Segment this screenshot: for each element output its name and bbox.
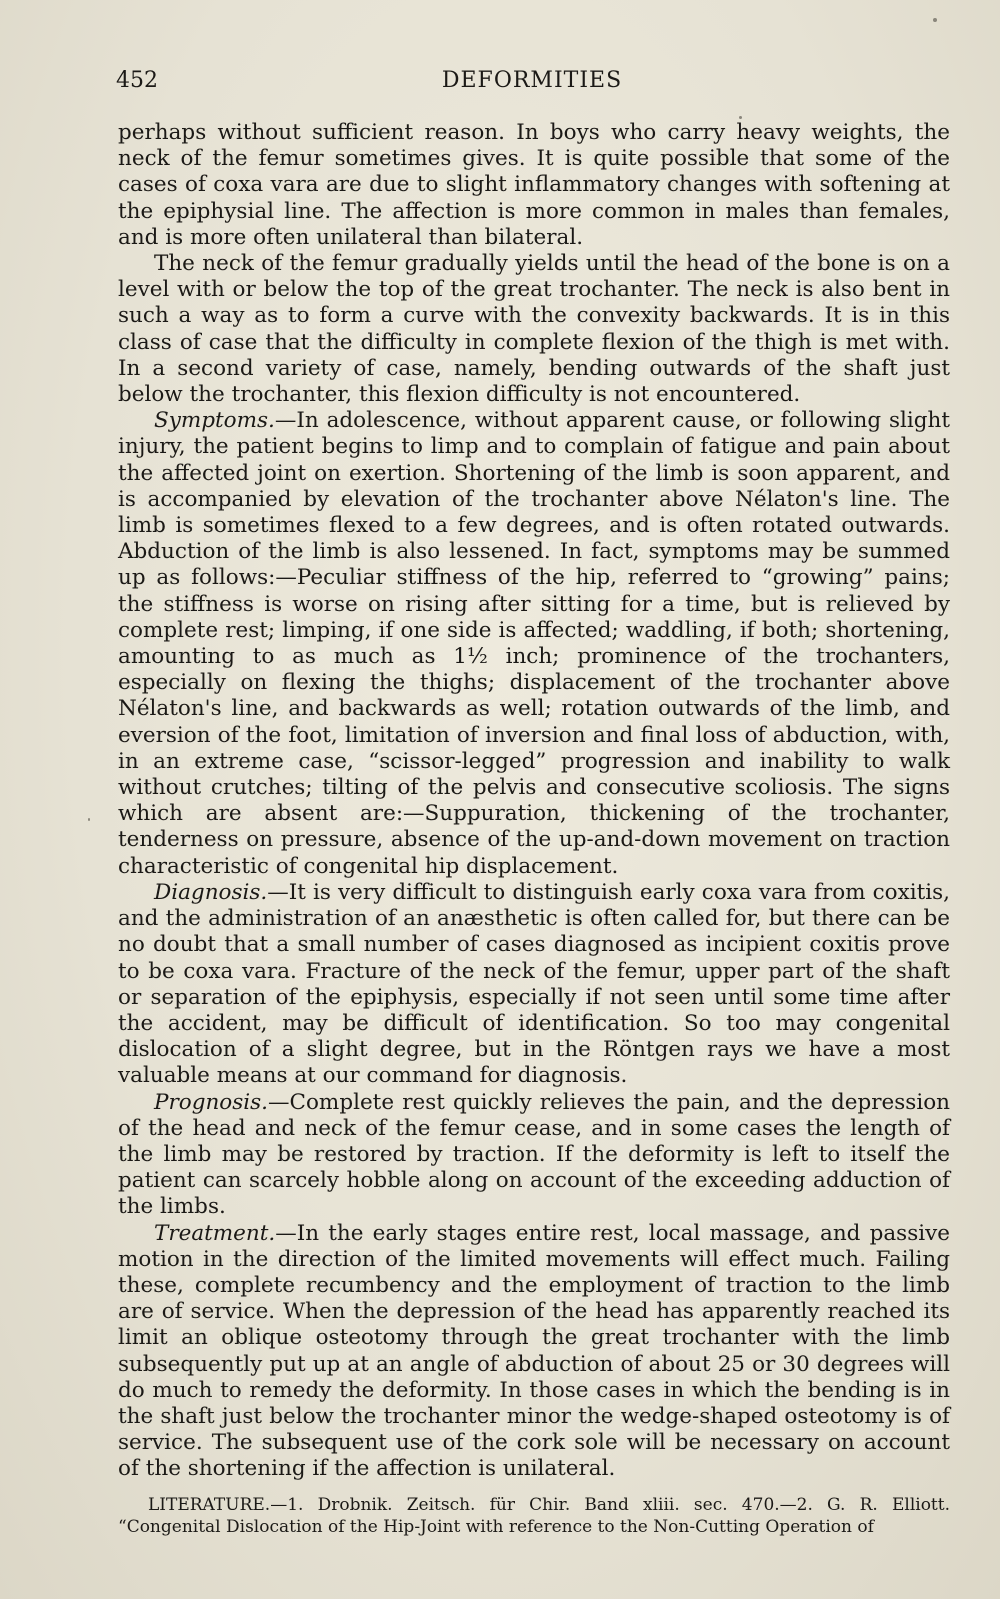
paragraph-text: The neck of the femur gradually yields until the head of the bone is on a level with or below the top of the great trochanter. The neck is also bent in such a way as to form a curve with the convexity backwards. It is in this class of case that the difficulty in complete flexion of the thigh is met with. In a second variety of case, namely, bending outwards of the shaft just below the trochanter, this flexion difficulty is not encountered. [118,251,950,408]
paragraph-prognosis [118,1090,950,1221]
page-number: 452 [116,68,158,93]
paragraph [118,120,950,251]
literature-text: —1. Drobnik. Zeitsch. für Chir. Band xliii. sec. 470.—2. G. R. Elliott. “Congenital Dislocation of the Hip-Joint with reference to the Non-Cutting Operation of [118,1495,950,1537]
paragraph-text: perhaps without sufficient reason. In boys who carry heavy weights, the neck of the femur sometimes gives. It is quite possible that some of the cases of coxa vara are due to slight inflammatory changes with softening at the epiphysial line. The affection is more common in males than females, and is more often unilateral than bilateral. [118,120,950,250]
paragraph-heading: Prognosis. [154,1089,269,1115]
paragraph-heading: Symptoms. [154,408,275,434]
paper-speck [933,18,937,22]
paragraph-symptoms [118,408,950,880]
page-header [116,68,948,100]
paragraph-heading: Diagnosis. [154,879,268,905]
paper-speck [739,116,742,119]
running-title: DEFORMITIES [441,68,623,93]
literature-label: LITERATURE. [148,1495,271,1515]
paragraph-text: —In the early stages entire rest, local massage, and passive motion in the direction of the limited movements will effect much. Failing these, complete recumbency and the employment of traction to the limb are of service. When the depression of the head has apparently reached its limit an oblique osteotomy through the great trochanter with the limb subsequently put up at an angle of abduction of about 25 or 30 degrees will do much to remedy the deformity. In those cases in which the bending is in the shaft just below the trochanter minor the wedge-shaped osteotomy is of service. The subsequent use of the cork sole will be necessary on account of the shortening if the affection is unilateral. [118,1220,950,1482]
body-text [118,120,950,1483]
paragraph [118,251,950,408]
paragraph-heading: Treatment. [154,1220,276,1246]
paragraph-diagnosis [118,880,950,1090]
paper-speck [88,818,90,821]
paragraph-text: —Complete rest quickly relieves the pain, and the depression of the head and neck of the femur cease, and in some cases the length of the limb may be restored by traction. If the deformity is left to itself the patient can scarcely hobble along on account of the exceeding adduction of the limbs. [118,1089,950,1220]
paragraph-text: —In adolescence, without apparent cause, or following slight injury, the patient begins to limp and to complain of fatigue and pain about the affected joint on exertion. Shortening of the limb is soon apparent, and is accompanied by elevation of the trochanter above Nélaton's line. The limb is sometimes flexed to a few degrees, and is often rotated outwards. Abduction of the limb is also lessened. In fact, symptoms may be summed up as follows:—Peculiar stiffness of the hip, referred to “growing” pains; the stiffness is worse on rising after sitting for a time, but is relieved by complete rest; limping, if one side is affected; waddling, if both; shortening, amounting to as much as 1½ inch; prominence of the trochanters, especially on flexing the thighs; displacement of the trochanter above Nélaton's line, and backwards as well; rotation outwards of the limb, and eversion of the foot, limitation of inversion and final loss of abduction, with, in an extreme case, “scissor-legged” progression and inability to walk without crutches; tilting of the pelvis and consecutive scoliosis. The signs which are absent are:—Suppuration, thickening of the trochanter, tenderness on pressure, absence of the up-and-down movement on traction characteristic of congenital hip displacement. [118,408,950,879]
paragraph-treatment [118,1221,950,1483]
literature-footnote [118,1494,950,1538]
paragraph-text: —It is very difficult to distinguish early coxa vara from coxitis, and the administration of an anæsthetic is often called for, but there can be no doubt that a small number of cases diagnosed as incipient coxitis prove to be coxa vara. Fracture of the neck of the femur, upper part of the shaft or separation of the epiphysis, especially if not seen until some time after the accident, may be difficult of identification. So too may congenital dislocation of a slight degree, but in the Röntgen rays we have a most valuable means at our command for diagnosis. [118,879,950,1089]
